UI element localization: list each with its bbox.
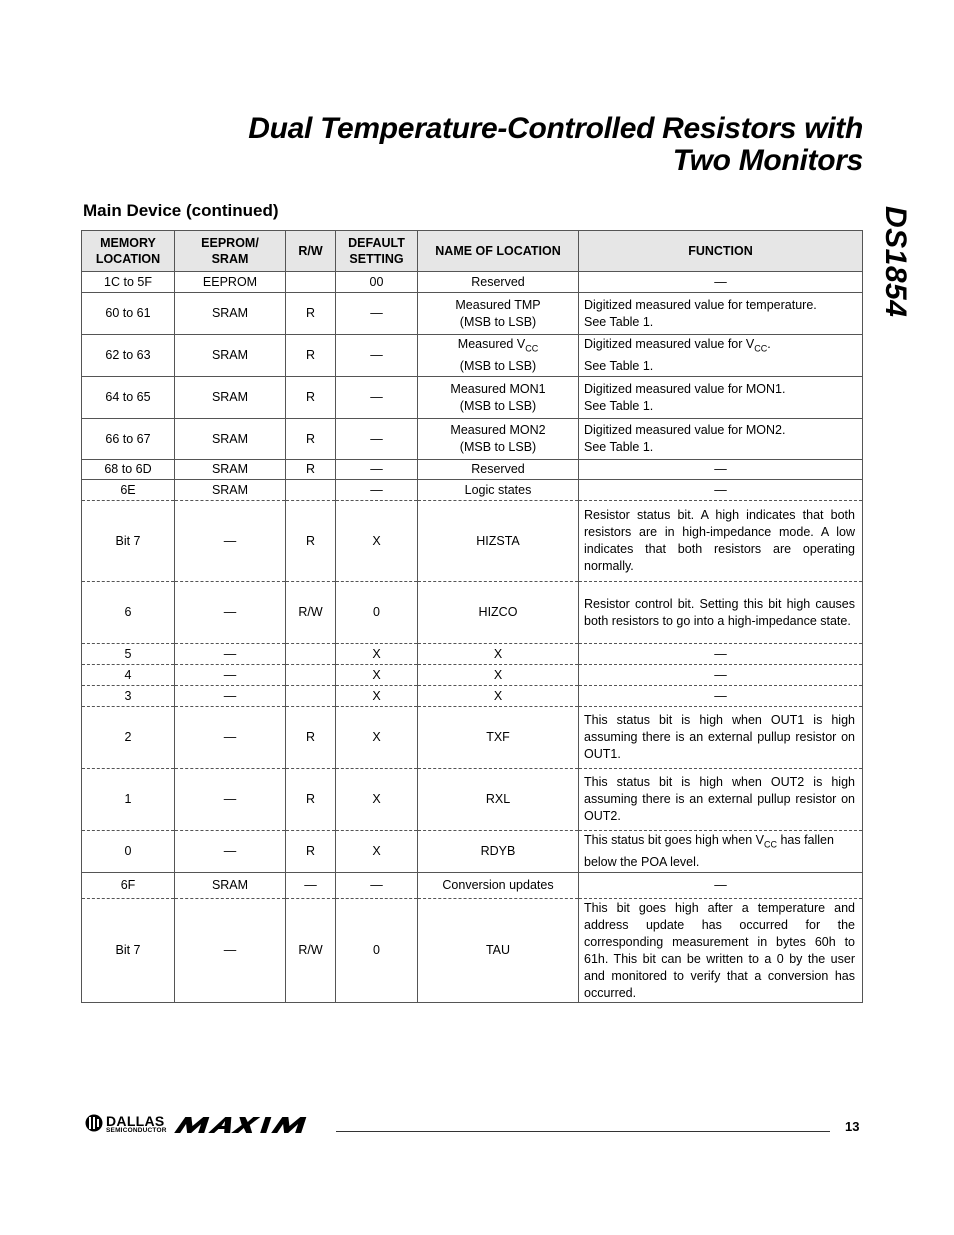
table-row: [82, 873, 863, 899]
cell-rw: R: [286, 501, 336, 582]
cell-rw: [286, 272, 336, 293]
cell-name: Measured $V_{CC}$ (MSB to LSB): [418, 335, 579, 377]
cell-memory: SRAM: [175, 873, 286, 899]
cell-default: —: [336, 480, 418, 501]
cell-function: This status bit is high when OUT2 is high assuming there is an external pullup resistor on OUT2.: [579, 769, 863, 831]
cell-name: Conversion updates: [418, 873, 579, 899]
cell-default: —: [336, 419, 418, 460]
cell-function: Resistor control bit. Setting this bit high causes both resistors to go into a high-impedance state.: [579, 582, 863, 644]
col-eeprom-sram: EEPROM/ SRAM: [175, 231, 286, 272]
cell-name: Reserved: [418, 460, 579, 480]
cell-memory: SRAM: [175, 419, 286, 460]
cell-rw: [286, 644, 336, 665]
cell-rw: R: [286, 707, 336, 769]
cell-default: X: [336, 769, 418, 831]
cell-memory: SRAM: [175, 293, 286, 335]
cell-function: Digitized measured value for $V_{CC}$. See Table 1.: [579, 335, 863, 377]
cell-memory: —: [175, 899, 286, 1003]
cell-function: Digitized measured value for MON1. See Table 1.: [579, 377, 863, 419]
cell-location: Bit 7: [82, 501, 175, 582]
cell-default: 00: [336, 272, 418, 293]
col-function: FUNCTION: [579, 231, 863, 272]
part-number-side-label: [876, 206, 916, 336]
cell-function: —: [579, 665, 863, 686]
cell-rw: R: [286, 769, 336, 831]
cell-memory: SRAM: [175, 335, 286, 377]
cell-name: HIZSTA: [418, 501, 579, 582]
cell-rw: R/W: [286, 582, 336, 644]
cell-location: 6F: [82, 873, 175, 899]
cell-rw: R/W: [286, 899, 336, 1003]
col-name-of-location: NAME OF LOCATION: [418, 231, 579, 272]
cell-name: RDYB: [418, 831, 579, 873]
cell-function: —: [579, 460, 863, 480]
cell-memory: —: [175, 665, 286, 686]
cell-location: 68 to 6D: [82, 460, 175, 480]
cell-rw: R: [286, 335, 336, 377]
cell-location: 4: [82, 665, 175, 686]
table-row: [82, 272, 863, 293]
cell-rw: —: [286, 873, 336, 899]
table-row: [82, 899, 863, 1003]
cell-name: Measured TMP (MSB to LSB): [418, 293, 579, 335]
cell-memory: —: [175, 769, 286, 831]
cell-function: —: [579, 272, 863, 293]
cell-function: Resistor status bit. A high indicates that both resistors are in high-impedance mode. A low indicates that both resistors are operating normally.: [579, 501, 863, 582]
cell-name: X: [418, 665, 579, 686]
register-table: [81, 230, 863, 1003]
cell-function: —: [579, 686, 863, 707]
table-row: [82, 707, 863, 769]
cell-name: Measured MON2 (MSB to LSB): [418, 419, 579, 460]
cell-memory: —: [175, 686, 286, 707]
cell-name: Reserved: [418, 272, 579, 293]
col-rw: R/W: [286, 231, 336, 272]
cell-name: TAU: [418, 899, 579, 1003]
dallas-logo-subtext: SEMICONDUCTOR: [106, 1127, 167, 1134]
cell-location: 62 to 63: [82, 335, 175, 377]
cell-default: X: [336, 665, 418, 686]
cell-default: —: [336, 293, 418, 335]
cell-memory: —: [175, 582, 286, 644]
cell-name: HIZCO: [418, 582, 579, 644]
cell-function: Digitized measured value for MON2. See Table 1.: [579, 419, 863, 460]
part-number: DS1854: [879, 206, 912, 318]
table-row: [82, 293, 863, 335]
cell-default: —: [336, 460, 418, 480]
cell-function: This status bit is high when OUT1 is high assuming there is an external pullup resistor on OUT1.: [579, 707, 863, 769]
table-row: [82, 644, 863, 665]
maxim-logo: [174, 1115, 326, 1140]
cell-memory: —: [175, 707, 286, 769]
cell-memory: —: [175, 831, 286, 873]
section-title: Main Device (continued): [83, 201, 279, 220]
cell-default: 0: [336, 582, 418, 644]
cell-name: TXF: [418, 707, 579, 769]
cell-location: 60 to 61: [82, 293, 175, 335]
table-row: [82, 335, 863, 377]
cell-function: This status bit goes high when $V_{CC}$ has fallen below the POA level.: [579, 831, 863, 873]
cell-rw: R: [286, 831, 336, 873]
cell-default: X: [336, 686, 418, 707]
cell-location: 0: [82, 831, 175, 873]
cell-default: —: [336, 377, 418, 419]
table-row: [82, 582, 863, 644]
cell-name: RXL: [418, 769, 579, 831]
cell-default: X: [336, 707, 418, 769]
cell-default: —: [336, 873, 418, 899]
table-header-row: [82, 231, 863, 272]
page-title: [248, 113, 863, 177]
cell-memory: EEPROM: [175, 272, 286, 293]
table-row: [82, 665, 863, 686]
title-line-1: Dual Temperature-Controlled Resistors with: [248, 112, 863, 145]
cell-rw: [286, 480, 336, 501]
cell-rw: R: [286, 293, 336, 335]
cell-default: —: [336, 335, 418, 377]
cell-name: X: [418, 686, 579, 707]
table-row: [82, 501, 863, 582]
cell-location: 66 to 67: [82, 419, 175, 460]
cell-rw: R: [286, 419, 336, 460]
maxim-logo-mark: [174, 1115, 326, 1135]
col-default-setting: DEFAULT SETTING: [336, 231, 418, 272]
title-line-2: Two Monitors: [672, 144, 863, 177]
cell-location: 1: [82, 769, 175, 831]
cell-location: 3: [82, 686, 175, 707]
cell-memory: SRAM: [175, 377, 286, 419]
page-number: 13: [845, 1119, 860, 1134]
cell-rw: R: [286, 377, 336, 419]
cell-function: —: [579, 480, 863, 501]
cell-location: 2: [82, 707, 175, 769]
cell-memory: —: [175, 644, 286, 665]
cell-location: 64 to 65: [82, 377, 175, 419]
cell-memory: —: [175, 501, 286, 582]
cell-location: 5: [82, 644, 175, 665]
col-memory-location: MEMORY LOCATION: [82, 231, 175, 272]
dallas-semiconductor-logo: [85, 1113, 167, 1137]
cell-location: 6E: [82, 480, 175, 501]
cell-function: Digitized measured value for temperature. See Table 1.: [579, 293, 863, 335]
cell-name: Measured MON1 (MSB to LSB): [418, 377, 579, 419]
cell-function: —: [579, 644, 863, 665]
table-row: [82, 831, 863, 873]
cell-memory: SRAM: [175, 460, 286, 480]
cell-default: X: [336, 644, 418, 665]
cell-rw: R: [286, 460, 336, 480]
footer-rule: [336, 1131, 830, 1132]
cell-rw: [286, 686, 336, 707]
table-row: [82, 377, 863, 419]
table-row: [82, 769, 863, 831]
dallas-logo-text: DALLAS: [106, 1113, 165, 1129]
cell-default: 0: [336, 899, 418, 1003]
cell-location: 1C to 5F: [82, 272, 175, 293]
cell-memory: SRAM: [175, 480, 286, 501]
cell-rw: [286, 665, 336, 686]
cell-function: This bit goes high after a temperature and address update has occurred for the corresponding measurement in bytes 60h to 61h. This bit can be written to a 0 by the user and monitored to verify that a conversion has occurred.: [579, 899, 863, 1003]
cell-name: Logic states: [418, 480, 579, 501]
cell-function: —: [579, 873, 863, 899]
table-row: [82, 419, 863, 460]
cell-location: 6: [82, 582, 175, 644]
table-row: [82, 460, 863, 480]
table-row: [82, 480, 863, 501]
cell-default: X: [336, 501, 418, 582]
table-row: [82, 686, 863, 707]
cell-location: Bit 7: [82, 899, 175, 1003]
cell-name: X: [418, 644, 579, 665]
dallas-logo-icon: [85, 1114, 103, 1132]
cell-default: X: [336, 831, 418, 873]
